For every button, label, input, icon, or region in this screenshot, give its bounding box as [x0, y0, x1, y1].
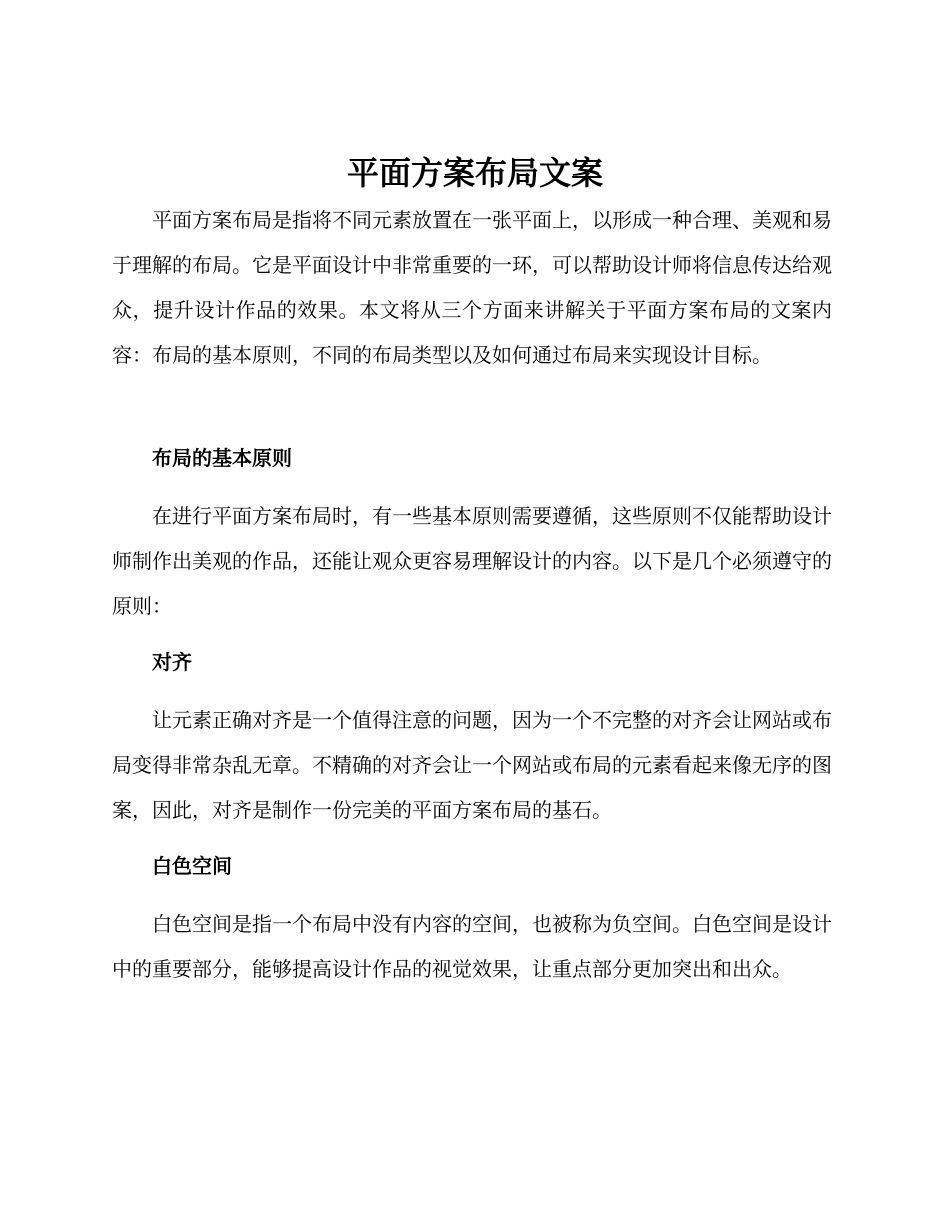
document-title: 平面方案布局文案: [346, 154, 603, 192]
section-paragraph-principles: 在进行平面方案布局时，有一些基本原则需要遵循，这些原则不仅能帮助设计师制作出美观的作品，还能让观众更容易理解设计的内容。以下是几个必须遵守的原则：: [112, 504, 832, 618]
intro-block: [112, 198, 832, 378]
section-heading-alignment: 对齐: [152, 650, 192, 674]
section-heading-whitespace: 白色空间: [152, 854, 232, 878]
section-body-block: [112, 494, 832, 629]
intro-paragraph: 平面方案布局是指将不同元素放置在一张平面上，以形成一种合理、美观和易于理解的布局。它是平面设计中非常重要的一环，可以帮助设计师将信息传达给观众，提升设计作品的效果。本文将从三个方面来讲解关于平面方案布局的文案内容：布局的基本原则，不同的布局类型以及如何通过布局来实现设计目标。: [112, 208, 832, 367]
section-paragraph-whitespace: 白色空间是指一个布局中没有内容的空间，也被称为负空间。白色空间是设计中的重要部分，能够提高设计作品的视觉效果，让重点部分更加突出和出众。: [112, 912, 832, 981]
section-heading-principles: 布局的基本原则: [152, 446, 292, 470]
section-heading-block: [112, 436, 832, 481]
section-heading-block: [112, 844, 832, 889]
section-body-block: [112, 698, 832, 833]
section-body-block: [112, 902, 832, 992]
section-paragraph-alignment: 让元素正确对齐是一个值得注意的问题，因为一个不完整的对齐会让网站或布局变得非常杂乱无章。不精确的对齐会让一个网站或布局的元素看起来像无序的图案，因此，对齐是制作一份完美的平面方案布局的基石。: [112, 708, 832, 822]
section-heading-block: [112, 640, 832, 685]
